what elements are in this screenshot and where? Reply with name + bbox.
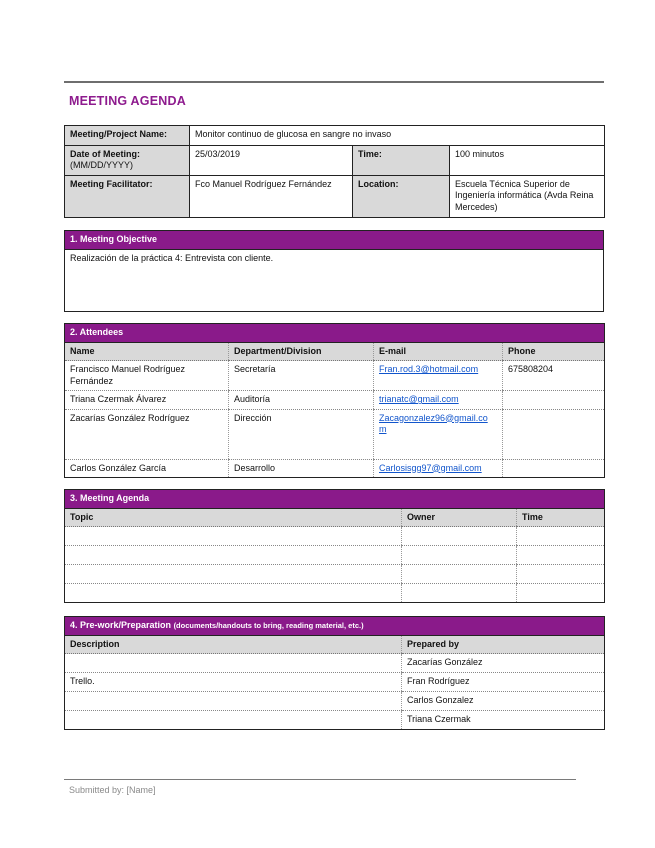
prework-prepared-by: Triana Czermak <box>402 711 605 730</box>
col-topic: Topic <box>65 509 402 527</box>
col-owner: Owner <box>402 509 517 527</box>
prework-row <box>65 692 605 711</box>
attendee-row <box>65 459 605 477</box>
attendee-row <box>65 361 605 391</box>
col-prepared-by: Prepared by <box>402 636 605 654</box>
attendee-phone <box>503 391 605 409</box>
facilitator-label: Meeting Facilitator: <box>65 176 190 218</box>
attendees-section <box>64 323 605 478</box>
time-label: Time: <box>353 146 450 176</box>
location-label: Location: <box>353 176 450 218</box>
prework-subheader: (documents/handouts to bring, reading material, etc.) <box>173 621 364 630</box>
attendee-dept: Dirección <box>229 409 374 459</box>
facilitator-value: Fco Manuel Rodríguez Fernández <box>190 176 353 218</box>
attendee-row <box>65 409 605 459</box>
time-value: 100 minutos <box>450 146 605 176</box>
attendee-email-link[interactable]: Fran.rod.3@hotmail.com <box>379 364 479 375</box>
agenda-row <box>65 565 605 584</box>
prework-row <box>65 673 605 692</box>
meeting-info-table <box>64 125 605 218</box>
agenda-row <box>65 527 605 546</box>
attendee-email-link[interactable]: Zacagonzalez96@gmail.co m <box>379 412 488 434</box>
prework-row <box>65 711 605 730</box>
col-description: Description <box>65 636 402 654</box>
objective-section <box>64 230 604 312</box>
attendee-name: Zacarías González Rodríguez <box>65 409 229 459</box>
agenda-section <box>64 489 605 603</box>
prework-header: 4. Pre-work/Preparation (documents/handouts to bring, reading material, etc.) <box>65 617 605 636</box>
prework-prepared-by: Zacarías González <box>402 654 605 673</box>
prework-prepared-by: Carlos Gonzalez <box>402 692 605 711</box>
footer-rule <box>64 779 576 780</box>
attendee-phone: 675808204 <box>503 361 605 391</box>
col-department: Department/Division <box>229 343 374 361</box>
attendee-phone <box>503 409 605 459</box>
attendee-name: Francisco Manuel Rodríguez Fernández <box>65 361 229 391</box>
agenda-row <box>65 584 605 603</box>
attendee-dept: Auditoría <box>229 391 374 409</box>
project-name-value: Monitor continuo de glucosa en sangre no invaso <box>190 126 605 146</box>
col-phone: Phone <box>503 343 605 361</box>
col-name: Name <box>65 343 229 361</box>
meeting-date-label: Date of Meeting: (MM/DD/YYYY) <box>65 146 190 176</box>
prework-description <box>65 711 402 730</box>
attendee-email-link[interactable]: trianatc@gmail.com <box>379 394 459 405</box>
prework-description: Trello. <box>65 673 402 692</box>
prework-prepared-by: Fran Rodríguez <box>402 673 605 692</box>
objective-header: 1. Meeting Objective <box>65 231 604 250</box>
col-email: E-mail <box>374 343 503 361</box>
attendee-name: Carlos González García <box>70 462 167 473</box>
submitted-by: Submitted by: [Name] <box>69 785 156 795</box>
attendee-phone <box>503 459 605 477</box>
attendee-dept: Secretaría <box>229 361 374 391</box>
prework-section <box>64 616 605 730</box>
attendee-row <box>65 391 605 409</box>
agenda-row <box>65 546 605 565</box>
attendee-dept: Desarrollo <box>229 459 374 477</box>
attendee-email-link[interactable]: Carlosisgg97@gmail.com <box>379 462 482 473</box>
project-name-label: Meeting/Project Name: <box>65 126 190 146</box>
col-time: Time <box>517 509 605 527</box>
prework-description <box>65 692 402 711</box>
meeting-date-value: 25/03/2019 <box>190 146 353 176</box>
attendees-header: 2. Attendees <box>65 324 605 343</box>
location-value: Escuela Técnica Superior de Ingeniería informática (Avda Reina Mercedes) <box>450 176 605 218</box>
prework-description <box>65 654 402 673</box>
agenda-header: 3. Meeting Agenda <box>65 490 605 509</box>
objective-text: Realización de la práctica 4: Entrevista con cliente. <box>65 250 604 312</box>
attendee-name: Triana Czermak Álvarez <box>65 391 229 409</box>
prework-row <box>65 654 605 673</box>
document-title: MEETING AGENDA <box>69 94 186 108</box>
top-rule <box>64 81 604 83</box>
